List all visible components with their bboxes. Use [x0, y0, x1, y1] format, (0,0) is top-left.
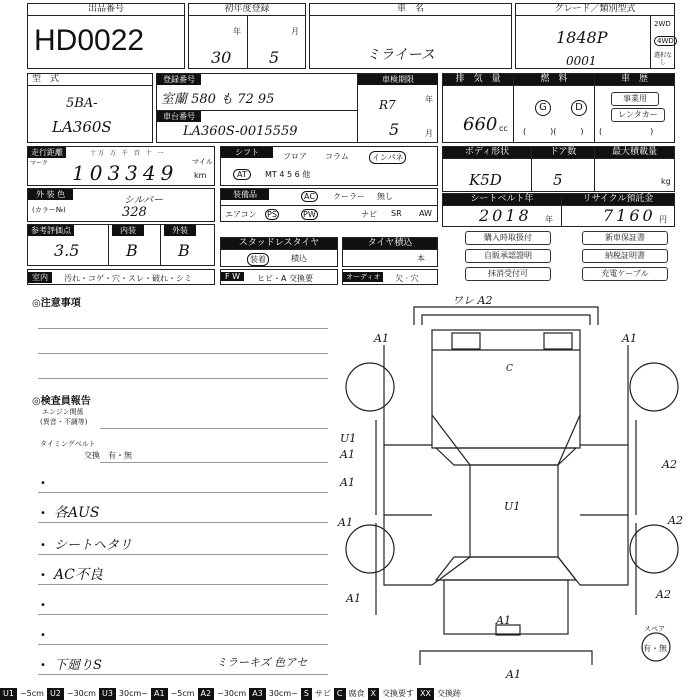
seatbelt-recycle-box: シートベルト年 リサイクル預託金 2018 年 7160 円 [442, 193, 675, 227]
inspector-item-6: 下廻りS [54, 658, 102, 673]
lot-number: HD0022 [34, 24, 145, 57]
exterior-grade: B [178, 241, 190, 260]
room-items: 汚れ・コゲ・穴・スレ・破れ・シミ [64, 274, 192, 283]
first-registration-year: 30 [211, 48, 232, 67]
equip-ac: AC [301, 191, 318, 202]
interior-grade: B [126, 241, 138, 260]
first-registration-label: 初年度登録 [189, 4, 305, 16]
notes-title: ◎注意事項 [32, 298, 81, 309]
dmg-right-a2-1: A2 [662, 458, 677, 471]
color-label: 外 装 色 [28, 189, 73, 200]
car-name: ミライース [366, 47, 435, 63]
dmg-bumper-a1: A1 [506, 668, 521, 681]
engine-box: 排 気 量 燃 料 車 歴 660 cc G D ( )( ) 事業用 レンタカー ( ) [442, 73, 675, 143]
shift-instpanel-selected: インパネ [369, 151, 406, 164]
inspection-month: 5 [389, 120, 400, 139]
tire-load-box: タイヤ積込 本 [342, 237, 438, 267]
pill-purchase-manual: 購入時取扱付 [465, 231, 551, 245]
damage-legend: U1 ~5cm U2 ~30cm U3 30cm~ A1 ~5cm A2 ~30cm A3 30cm~ S サビ C 腐食 X 交換要す XX 交換跡 [0, 688, 700, 700]
displacement-label: 排 気 量 [443, 74, 513, 86]
inspection-label: 車検期限 [358, 74, 438, 85]
first-registration-month: 5 [269, 48, 280, 67]
seatbelt-year: 2018 [479, 206, 532, 225]
history-label: 車 歴 [595, 74, 674, 86]
grade-label: グレード／類別型式 [516, 4, 674, 16]
shift-box: シフト フロア コラム インパネ AT MT 4 5 6 他 [220, 146, 438, 186]
drive-4wd-selected: 4WD [654, 36, 677, 46]
fuel-g-option: G [535, 100, 551, 116]
spare-option: 有・無 [643, 644, 667, 653]
inspector-title: ◎検査員報告 [32, 396, 91, 407]
inspector-item-3: AC不良 [54, 567, 103, 583]
equipment-label: 装備品 [221, 189, 269, 200]
shift-at-selected: AT [233, 169, 251, 180]
model-label: 型 式 [28, 74, 152, 86]
color-code: 328 [122, 205, 147, 220]
audio-box: オーディオ 欠 · 穴 [342, 269, 438, 285]
history-rental: レンタカー [611, 108, 665, 122]
dmg-roof-u1: U1 [504, 500, 521, 513]
dmg-fr-a1: A1 [622, 332, 637, 345]
studless-mounted: 装着 [247, 253, 269, 266]
car-name-label: 車 名 [310, 4, 511, 16]
body-type: K5D [469, 171, 502, 189]
history-business: 事業用 [611, 92, 659, 106]
door-count: 5 [553, 171, 563, 189]
grade-sub: 0001 [566, 54, 597, 68]
dmg-rr-a2: A2 [656, 588, 671, 601]
grade-value: 1848P [556, 28, 608, 47]
grade-box: グレード／類別型式 1848P 0001 2WD 4WD 選択なし [515, 3, 675, 69]
dmg-rl-a1: A1 [346, 592, 361, 605]
first-registration-box: 初年度登録 年 月 30 5 [188, 3, 306, 69]
color-value: シルバー [124, 195, 164, 206]
mileage-label: 走行距離 [28, 147, 66, 158]
chassis-number: LA360S-0015559 [183, 124, 298, 139]
dmg-hood-c: C [506, 364, 513, 374]
displacement-value: 660 [463, 114, 498, 135]
spare-label: スペア [644, 625, 665, 633]
fuel-d-option: D [571, 100, 587, 116]
inspector-mirror-note: ミラーキズ 色アセ [216, 656, 308, 669]
equipment-box: 装備品 AC クーラー 無し エアコン PS PW ナビ SR AW [220, 188, 438, 222]
mileage-box: 走行距離 マーク 十万 万 千 百 十 一 103349 マイル km [27, 146, 215, 186]
registration-number: 室蘭 580 も 72 95 [161, 92, 275, 107]
lot-number-label: 出品番号 [28, 4, 184, 16]
pill-charging-cable: 充電ケーブル [582, 267, 668, 281]
interior-label: 内装 [112, 225, 144, 236]
lot-number-box [27, 3, 185, 69]
model-box [27, 73, 153, 143]
exterior-label: 外装 [164, 225, 196, 236]
inspector-item-1: 各AUS [54, 505, 100, 521]
registration-box: 登録番号 室蘭 580 も 72 95 車台番号 LA360S-0015559 車検期限 年 月 R7 5 [156, 73, 438, 143]
pill-dealer-cert: 自販承認證明 [465, 249, 551, 263]
chassis-label: 車台番号 [157, 111, 201, 122]
score-label: 参考評価点 [28, 225, 74, 236]
model-value-2: LA360S [52, 118, 112, 136]
inspection-value: R7 [379, 98, 396, 112]
mileage-value: 103349 [72, 161, 179, 185]
dmg-rear-a1: A1 [496, 614, 511, 627]
dmg-left-u1: U1 [340, 432, 357, 445]
registration-label: 登録番号 [157, 74, 201, 85]
score-value: 3.5 [54, 241, 80, 260]
fw-box: F W ヒビ・A 交換要 [220, 269, 338, 285]
dmg-fl-a1: A1 [374, 332, 389, 345]
car-name-box [309, 3, 512, 69]
color-box: 外 装 色 (カラー№) シルバー 328 [27, 188, 215, 222]
body-box: ボディ形状 ドア数 最大積載量 K5D 5 kg [442, 146, 675, 192]
score-box [27, 224, 215, 266]
room-box: 室内 汚れ・コゲ・穴・スレ・破れ・シミ [27, 269, 215, 285]
model-value-1: 5BA- [66, 96, 98, 111]
dmg-left-a1-4: A1 [338, 516, 353, 529]
inspector-item-2: シートヘタリ [54, 538, 133, 553]
dmg-left-a1-3: A1 [340, 476, 355, 489]
pill-tax-cert: 納税証明書 [582, 249, 668, 263]
fuel-label: 燃 料 [514, 74, 594, 86]
pill-deregistration: 抹消受付可 [465, 267, 551, 281]
pill-new-car-warranty: 新車保証書 [582, 231, 668, 245]
recycle-fee: 7160 [603, 206, 656, 225]
dmg-top-note: ワレ A2 [452, 294, 493, 307]
shift-label: シフト [221, 147, 273, 158]
studless-box: スタッドレスタイヤ 装着 積込 [220, 237, 338, 267]
car-damage-diagram [336, 295, 690, 685]
dmg-left-a1-2: A1 [340, 448, 355, 461]
dmg-right-a2-2: A2 [668, 514, 683, 527]
